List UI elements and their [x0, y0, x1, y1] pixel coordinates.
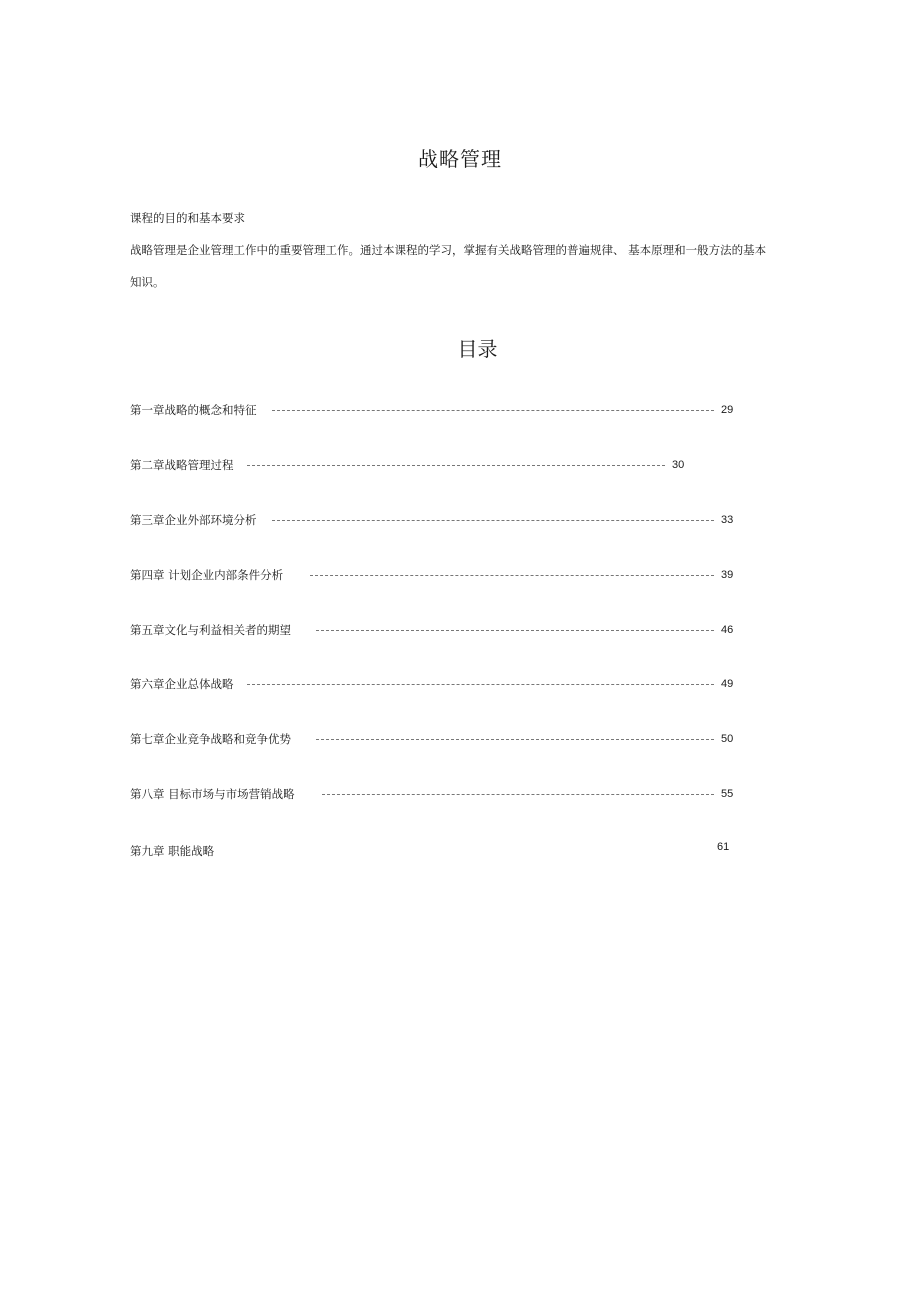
toc-entry-label: 第四章 计划企业内部条件分析 [130, 568, 284, 582]
intro-paragraph-line-2: 知识。 [130, 275, 165, 289]
toc-entry-page: 29 [721, 404, 734, 416]
toc-title: 目录 [457, 337, 498, 361]
toc-entry-label: 第七章企业竞争战略和竞争优势 [130, 732, 291, 746]
toc-entry-label: 第二章战略管理过程 [130, 458, 234, 472]
toc-entry-page: 46 [721, 624, 734, 636]
toc-leader-dots [247, 465, 665, 466]
toc-entry-page: 33 [721, 514, 734, 526]
toc-entry-page: 61 [717, 841, 730, 853]
toc-leader-dots [322, 794, 714, 795]
toc-entry-page: 30 [672, 459, 685, 471]
toc-leader-dots [310, 575, 714, 576]
toc-leader-dots [272, 410, 714, 411]
toc-entry-page: 49 [721, 678, 734, 690]
toc-leader-dots [247, 684, 714, 685]
intro-heading: 课程的目的和基本要求 [130, 211, 245, 225]
document-title: 战略管理 [418, 147, 502, 171]
toc-entry-label: 第一章战略的概念和特征 [130, 403, 257, 417]
toc-entry-page: 55 [721, 788, 734, 800]
toc-leader-dots [272, 520, 714, 521]
toc-entry-page: 50 [721, 733, 734, 745]
toc-leader-dots [316, 739, 714, 740]
toc-entry-label: 第八章 目标市场与市场营销战略 [130, 787, 295, 801]
intro-paragraph-line-1: 战略管理是企业管理工作中的重要管理工作。通过本课程的学习，掌握有关战略管理的普遍规律、 基本原理和一般方法的基本 [130, 243, 767, 257]
toc-entry-label: 第六章企业总体战略 [130, 677, 234, 691]
toc-entry-label: 第五章文化与利益相关者的期望 [130, 623, 291, 637]
toc-entry-label: 第三章企业外部环境分析 [130, 513, 257, 527]
toc-entry-page: 39 [721, 569, 734, 581]
toc-leader-dots [316, 630, 714, 631]
toc-entry-label: 第九章 职能战略 [130, 844, 215, 858]
